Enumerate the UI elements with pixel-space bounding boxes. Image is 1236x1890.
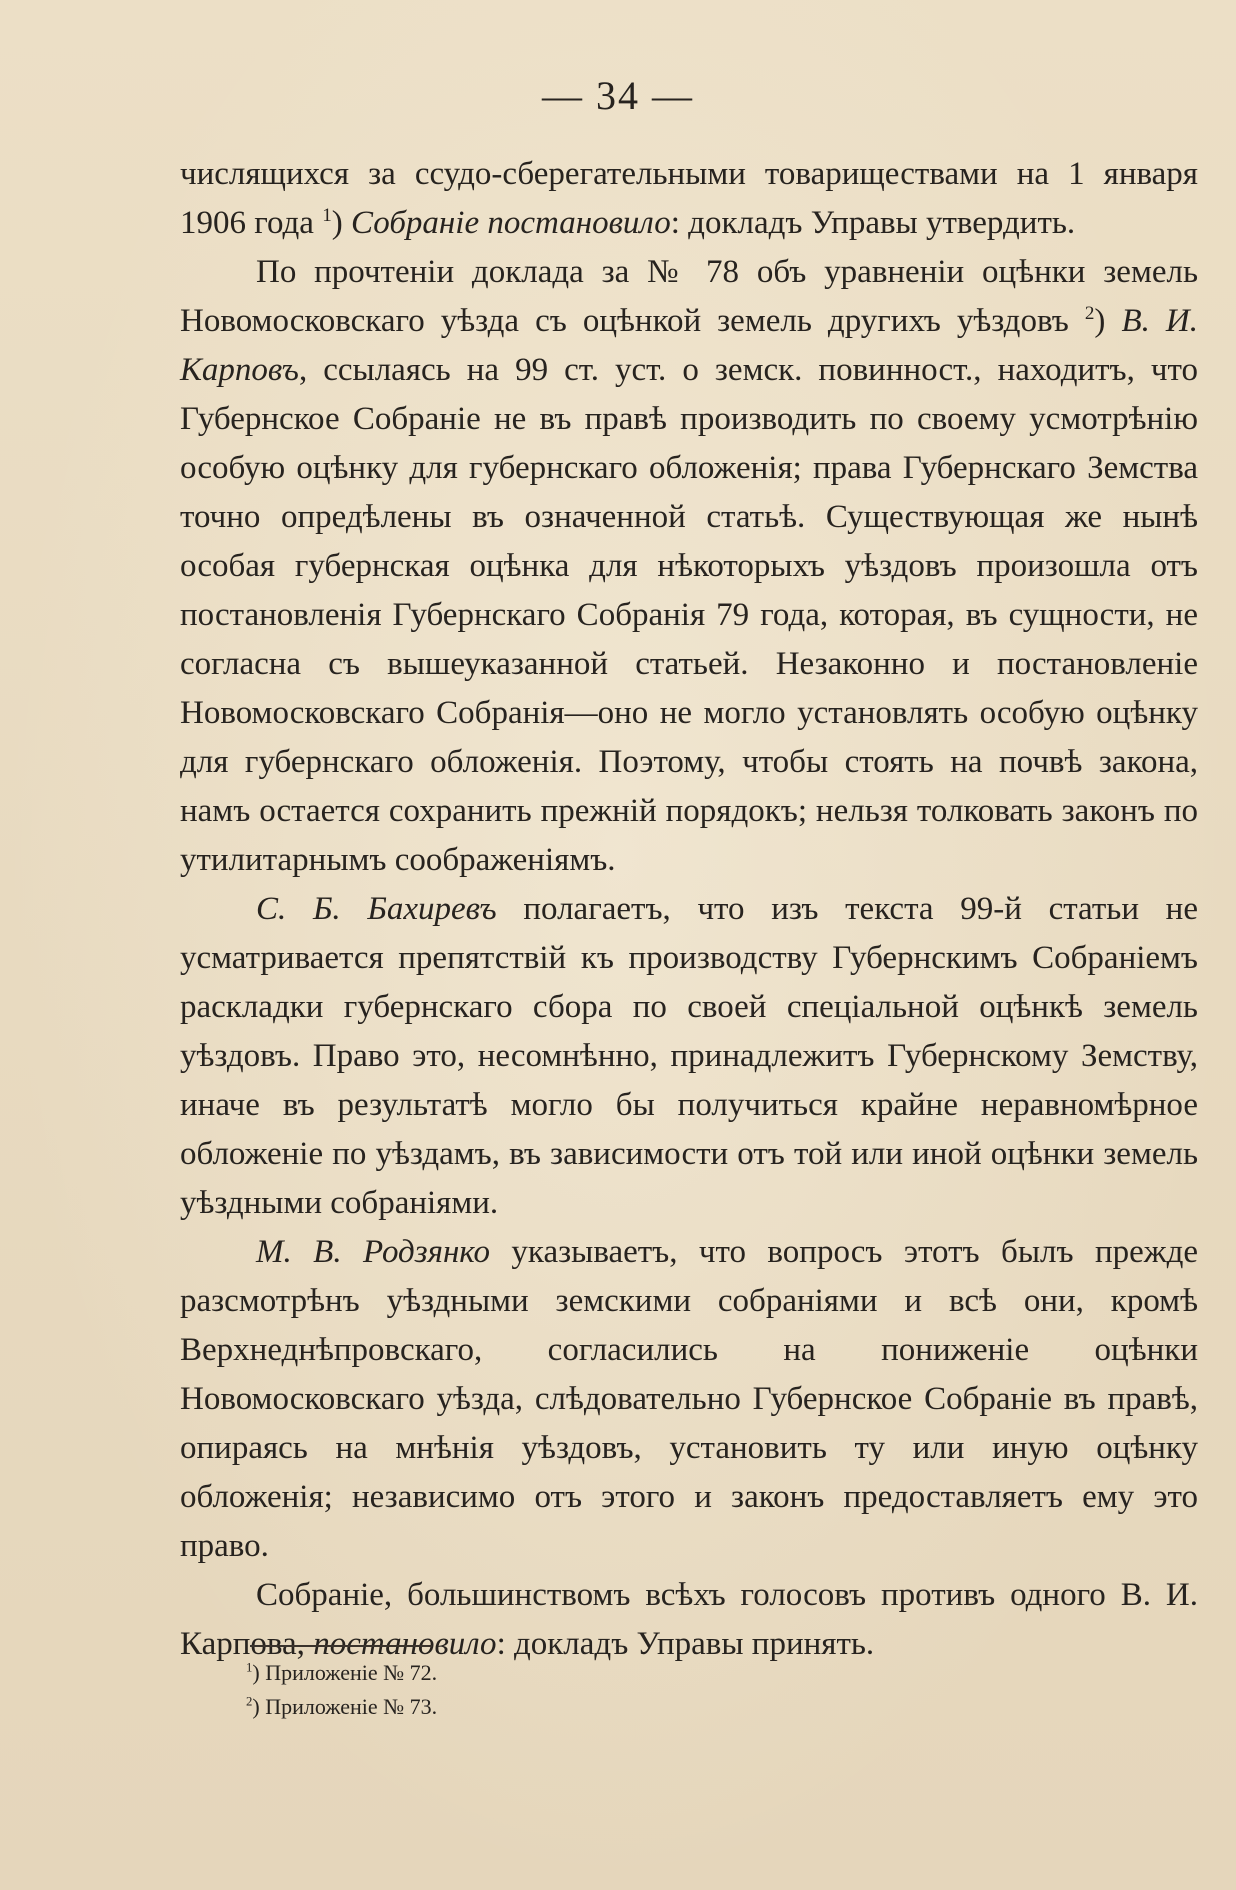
speaker-name: С. Б. Бахиревъ <box>256 891 497 927</box>
footnote-mark: 1 <box>246 1660 253 1675</box>
footnote-ref-paren: ) <box>1094 303 1122 339</box>
footnote-mark: 2 <box>246 1694 253 1709</box>
paragraph-text: указываетъ, что вопросъ этотъ былъ прежде разсмотрѣнъ уѣздными земскими собраніями и всѣ они, кромѣ Верхнеднѣпровскаго, согласились на пониженіе оцѣнки Новомосковскаго уѣзда, слѣдовательно Губернское Собраніе въ правѣ, опираясь на мнѣнія уѣздовъ, установить ту или иную оцѣнку обложенія; независимо отъ этого и законъ предоставляетъ ему это право. <box>180 1234 1198 1564</box>
paragraph-text: : докладъ Управы утвердить. <box>670 205 1076 241</box>
paragraph-text: числящихся за ссудо-сберегательными товариществами на 1 января 1906 года <box>180 156 1198 241</box>
paragraph-resolution <box>180 1571 1198 1669</box>
paragraph-text: , ссылаясь на 99 ст. уст. о земск. повинност., находитъ, что Губернское Собраніе не въ правѣ производить по своему усмотрѣнію особую оцѣнку для губернскаго обложенія; права Губернскаго Земства точно опредѣлены въ означенной статьѣ. Существующая же нынѣ особая губернская оцѣнка для нѣкоторыхъ уѣздовъ произошла отъ постановленія Губернскаго Собранія 79 года, которая, въ сущности, не согласна съ вышеуказанной статьей. Незаконно и постановленіе Новомосковскаго Собранія—оно не могло установлять особую оцѣнку для губернскаго обложенія. Поэтому, чтобы стоять на почвѣ закона, намъ остается сохранить прежній порядокъ; нельзя толковать законъ по утилитарнымъ соображеніямъ. <box>180 352 1198 878</box>
speaker-name: В. И. Карповъ <box>180 303 1198 388</box>
paragraph-karpov <box>180 248 1198 885</box>
footnote-text: ) Приложеніе № 73. <box>252 1694 438 1719</box>
italic-phrase: постановило <box>313 1626 497 1662</box>
paragraph-text: полагаетъ, что изъ текста 99-й статьи не усматривается препятствій къ производству Губернскимъ Собраніемъ раскладки губернскаго сбора по своей спеціальной оцѣнкѣ земель уѣздовъ. Право это, несомнѣнно, принадлежитъ Губернскому Земству, иначе въ результатѣ могло бы получиться крайне неравномѣрное обложеніе по уѣздамъ, въ зависимости отъ той или иной оцѣнки земель уѣздными собраніями. <box>180 891 1198 1221</box>
paragraph-text: Собраніе, большинствомъ всѣхъ голосовъ противъ одного В. И. Карпова, <box>180 1577 1198 1662</box>
paragraph-rodzyanko <box>180 1228 1198 1571</box>
speaker-name: М. В. Родзянко <box>256 1234 490 1270</box>
italic-phrase: Собраніе постановило <box>351 205 671 241</box>
footnote-ref: 2 <box>1084 303 1095 324</box>
footnote-ref: 1 <box>322 205 332 226</box>
footnote-text: ) Приложеніе № 72. <box>252 1660 438 1685</box>
footnote-item <box>246 1690 746 1724</box>
paragraph-text: : докладъ Управы принять. <box>496 1626 875 1662</box>
footnote-ref-paren: ) <box>331 205 352 241</box>
body-text <box>180 150 1198 1669</box>
page-number: — 34 — <box>542 73 694 118</box>
paragraph-bakhirev <box>180 885 1198 1228</box>
footnotes <box>246 1656 746 1724</box>
footnote-item <box>246 1656 746 1690</box>
paragraph-continuation <box>180 150 1198 248</box>
paragraph-text: По прочтеніи доклада за № 78 объ уравненіи оцѣнки земель Новомосковскаго уѣзда съ оцѣнкой земель другихъ уѣздовъ <box>180 254 1198 339</box>
footnote-separator <box>250 1645 432 1647</box>
